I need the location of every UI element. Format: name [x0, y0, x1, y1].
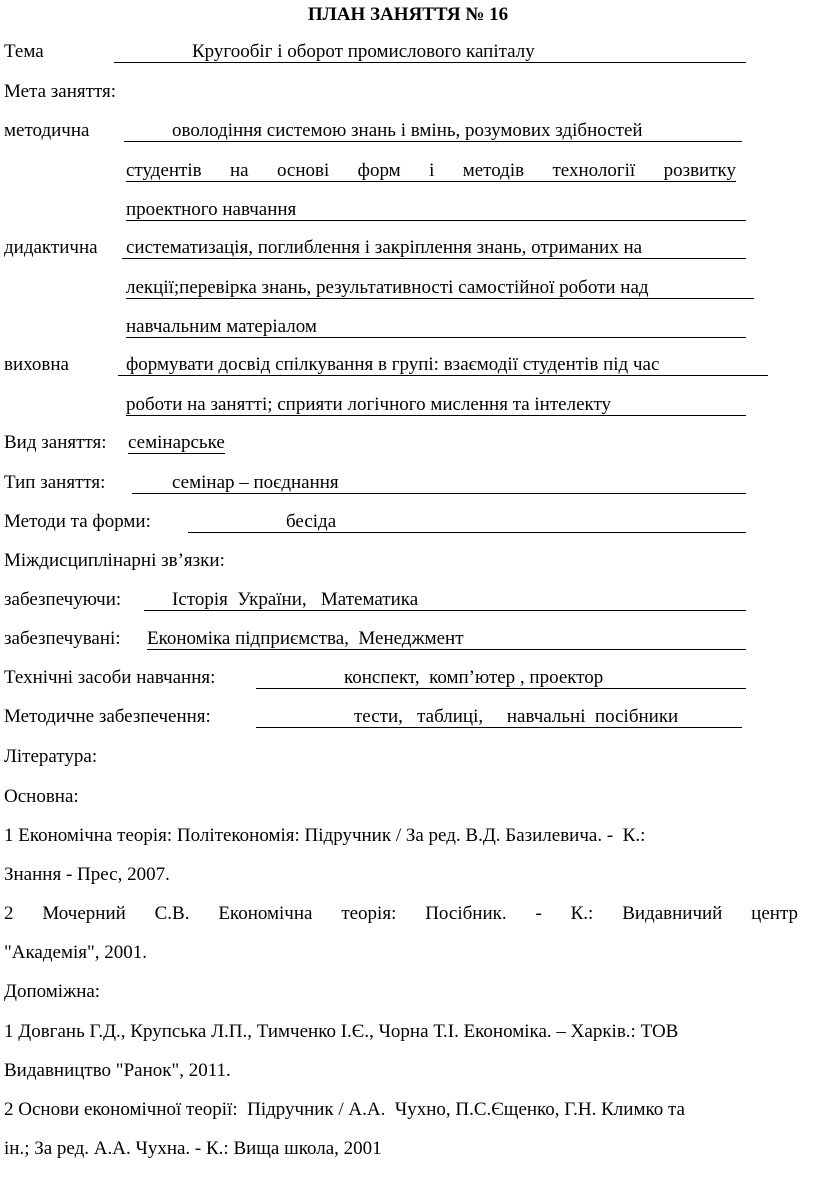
lesson-type-label: Тип заняття:: [4, 472, 106, 493]
literature-additional-label: Допоміжна:: [4, 981, 101, 1002]
methodical-support-row: [4, 697, 814, 737]
goal-didactic-row: [4, 228, 814, 268]
providing-label: забезпечуючи:: [4, 589, 122, 610]
providing-row: [4, 580, 814, 620]
methodical-support-value: тести, таблиці, навчальні посібники: [354, 706, 679, 727]
goal-methodical-line-3: проектного навчання: [126, 190, 746, 221]
main-item-1-line-2: Знання - Прес, 2007.: [4, 864, 170, 885]
goal-educational-row: [4, 345, 814, 385]
goal-educational-label: виховна: [4, 354, 69, 375]
additional-item-2-line-2: ін.; За ред. А.А. Чухна. - К.: Вища школа, 2001: [4, 1138, 382, 1159]
additional-item-1-line-1: 1 Довгань Г.Д., Крупська Л.П., Тимченко І.Є., Чорна Т.І. Економіка. – Харків.: ТОВ: [4, 1021, 679, 1042]
goal-methodical-label: методична: [4, 120, 90, 141]
main-item-2-line-1: 2 Мочерний С.В. Економічна теорія: Посібник. - К.: Видавничий центр: [4, 903, 798, 924]
methodical-support-label: Методичне забезпечення:: [4, 706, 211, 727]
goals-label: Мета заняття:: [4, 81, 117, 102]
goal-didactic-line-3: навчальним матеріалом: [126, 307, 746, 338]
page-title: ПЛАН ЗАНЯТТЯ № 16: [307, 4, 509, 25]
main-item-1-line-1: 1 Економічна теорія: Політекономія: Підручник / За ред. В.Д. Базилевича. - К.:: [4, 825, 646, 846]
additional-item-1-line-2: Видавництво "Ранок", 2011.: [4, 1060, 231, 1081]
topic-value: Кругообіг і оборот промислового капіталу: [192, 41, 535, 62]
technical-means-value: конспект, комп’ютер , проектор: [344, 667, 604, 688]
providing-value: Історія України, Математика: [172, 589, 419, 610]
goal-didactic-line-1: систематизація, поглиблення і закріплення знань, отриманих на: [126, 237, 643, 258]
topic-label: Тема: [4, 41, 44, 62]
goal-didactic-label: дидактична: [4, 237, 98, 258]
lesson-type-row: [4, 463, 814, 503]
goal-methodical-row: [4, 111, 814, 151]
methods-label: Методи та форми:: [4, 511, 151, 532]
technical-means-label: Технічні засоби навчання:: [4, 667, 216, 688]
goal-didactic-line-2: лекції;перевірка знань, результативності самостійної роботи над: [126, 268, 754, 299]
interdisciplinary-label: Міждисциплінарні зв’язки:: [4, 550, 225, 571]
lesson-type-value: семінар – поєднання: [172, 472, 339, 493]
goal-methodical-line-1: оволодіння системою знань і вмінь, розумових здібностей: [172, 120, 643, 141]
main-item-2-line-2: "Академія", 2001.: [4, 942, 148, 963]
lesson-kind-value: семінарське: [128, 423, 225, 454]
methods-value: бесіда: [286, 511, 337, 532]
goal-educational-line-2: роботи на занятті; сприяти логічного мислення та інтелекту: [126, 385, 746, 416]
lesson-kind-label: Вид заняття:: [4, 432, 107, 453]
literature-main-label: Основна:: [4, 786, 79, 807]
goal-methodical-line-2: студентів на основі форм і методів технології розвитку: [126, 151, 736, 182]
additional-item-2-line-1: 2 Основи економічної теорії: Підручник / А.А. Чухно, П.С.Єщенко, Г.Н. Климко та: [4, 1099, 685, 1120]
topic-row: [4, 32, 814, 72]
goal-educational-line-1: формувати досвід спілкування в групі: взаємодії студентів під час: [126, 354, 660, 375]
literature-label: Література:: [4, 746, 98, 767]
provided-value: Економіка підприємства, Менеджмент: [147, 628, 464, 649]
provided-label: забезпечувані:: [4, 628, 121, 649]
technical-means-row: [4, 658, 814, 698]
methods-row: [4, 502, 814, 542]
provided-row: [4, 619, 814, 659]
lesson-kind-row: [4, 423, 814, 463]
